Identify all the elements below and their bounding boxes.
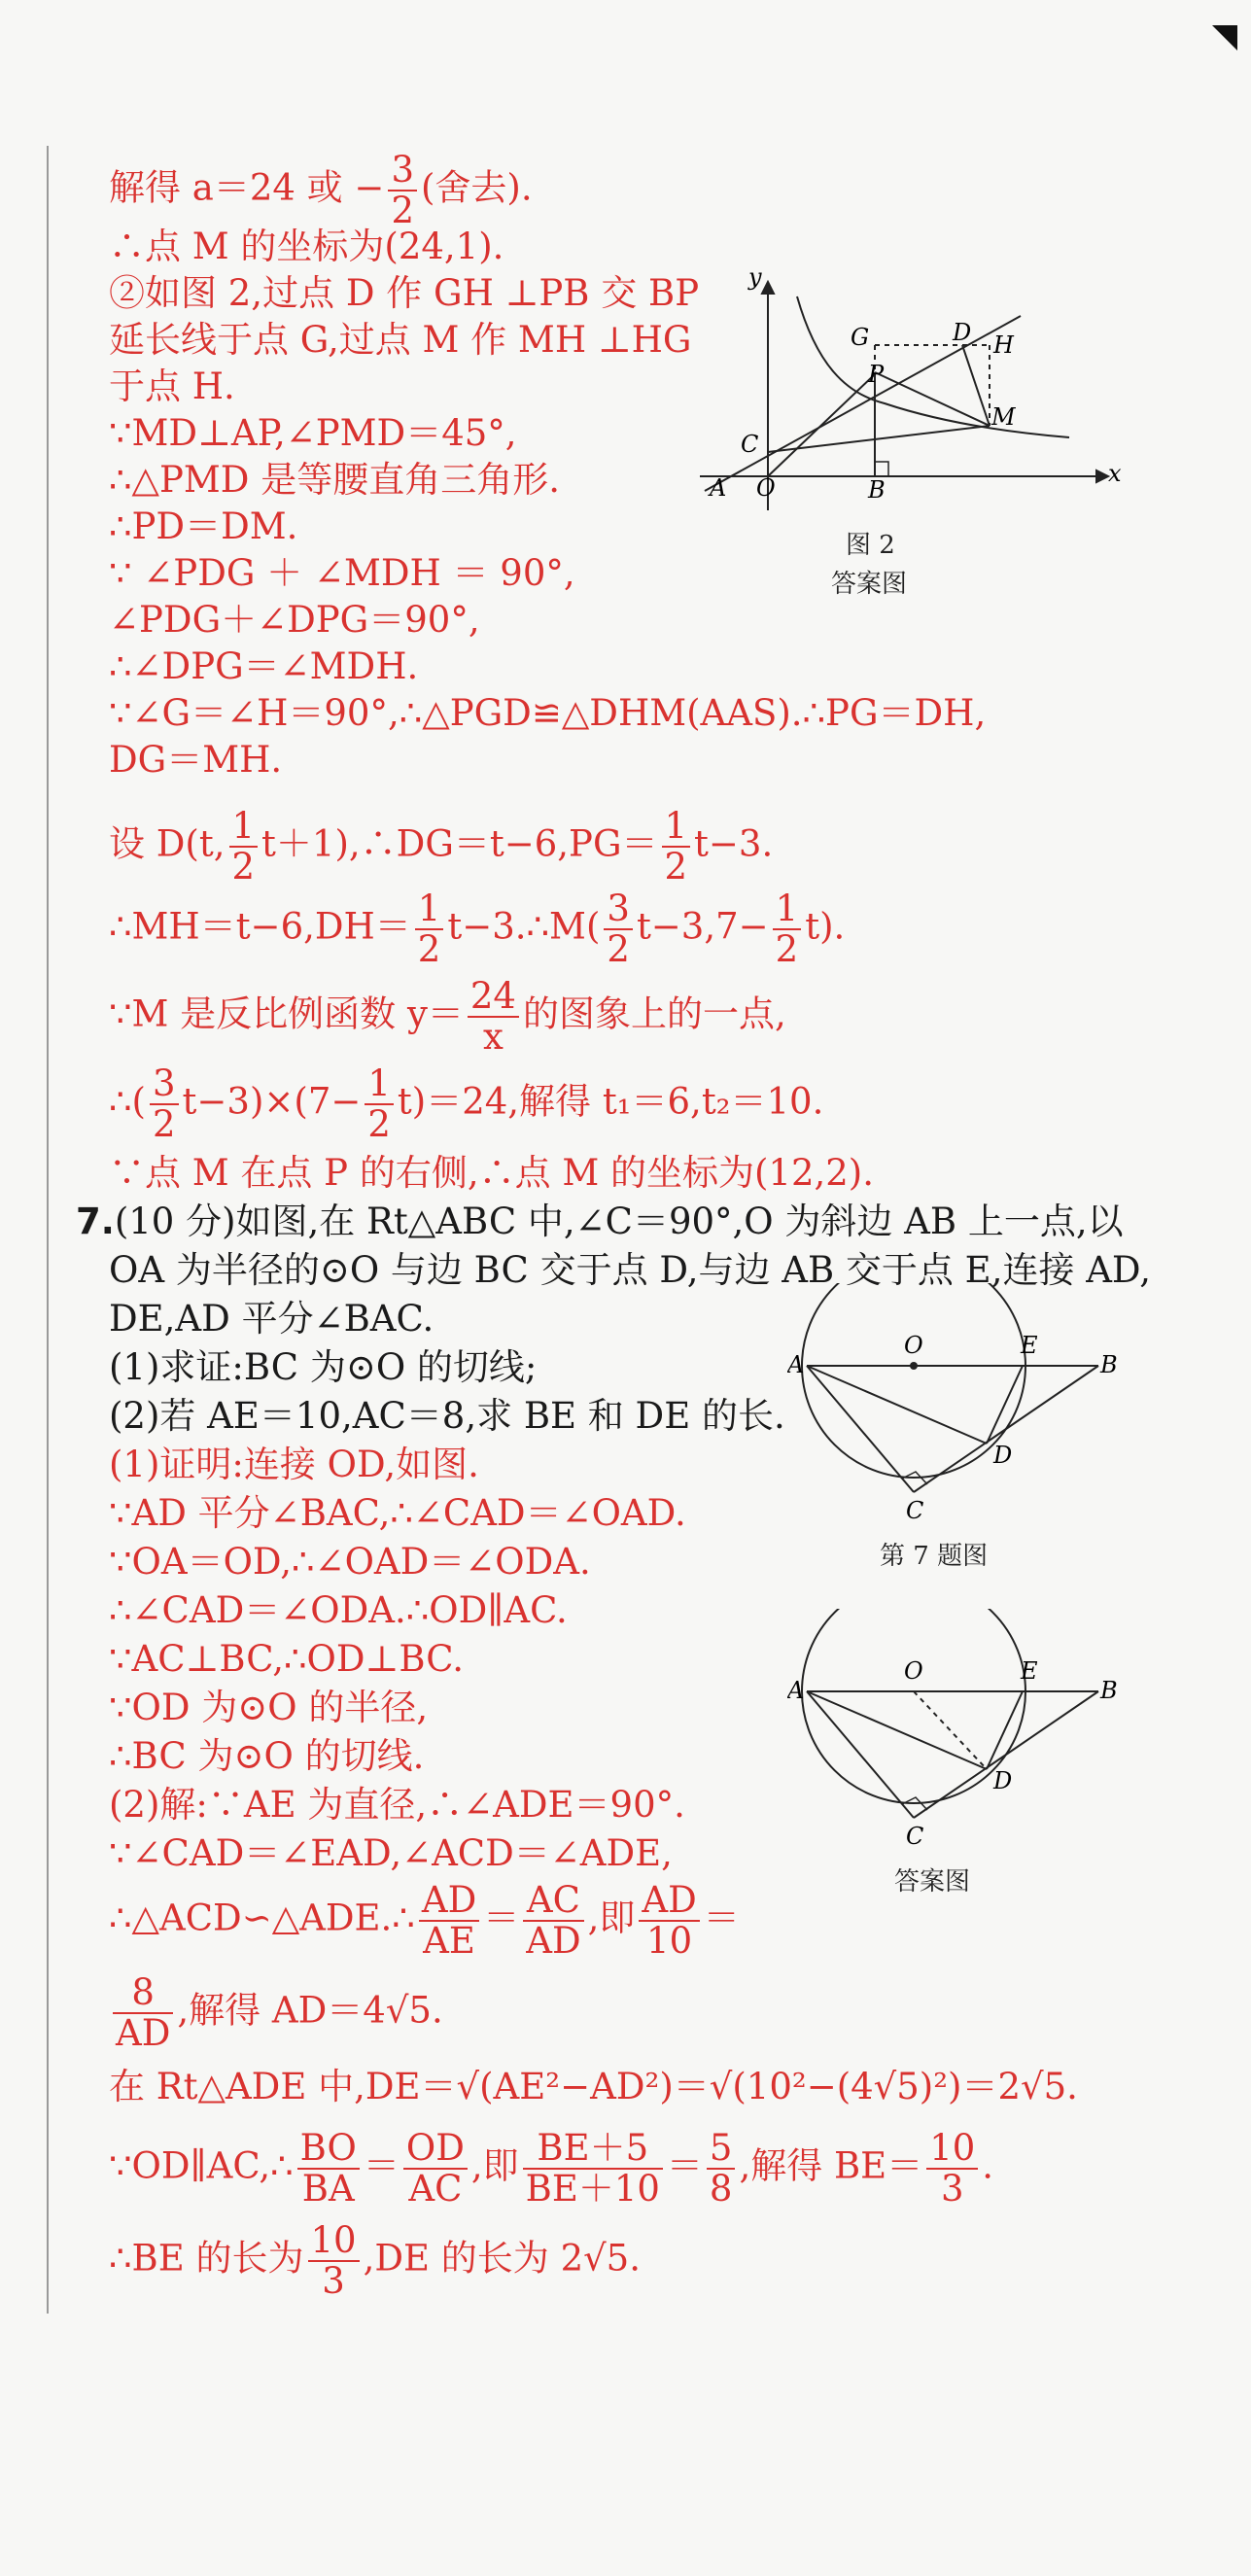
label-C: C: [906, 1823, 924, 1850]
fraction-10-3: $\frac{10}{3}$: [308, 2221, 360, 2301]
solution-line: 延长线于点 G,过点 M 作 MH ⊥HG: [109, 319, 692, 361]
solution-line: 于点 H.: [109, 366, 235, 407]
fraction-10-3: $\frac{10}{3}$: [926, 2129, 978, 2209]
line-OP: [768, 374, 875, 476]
answer-line: ∴BC 为⊙O 的切线.: [109, 1735, 425, 1777]
label-H: H: [993, 331, 1014, 359]
fraction-3-2: $\frac{3}{2}$: [604, 889, 633, 969]
question-7-line: (2)若 AE＝10,AC＝8,求 BE 和 DE 的长.: [109, 1395, 785, 1437]
fraction-1-2: $\frac{1}{2}$: [415, 889, 444, 969]
label-O: O: [756, 474, 776, 502]
figure-7-answer-caption: 答案图: [894, 1867, 971, 1897]
answer-line: ∵AD 平分∠BAC,∴∠CAD＝∠OAD.: [109, 1492, 686, 1534]
answer-line: ∴∠CAD＝∠ODA.∴OD∥AC.: [109, 1589, 568, 1631]
label-D: D: [993, 1442, 1013, 1469]
label-A: A: [787, 1351, 805, 1378]
fraction-AC-AD: $\frac{AC}{AD}$: [523, 1881, 583, 1961]
solution-line: ∴MH＝t−6,DH＝ $\frac{1}{2}$ t−3.∴M( $\frac{3}{2}$ t−3,7− $\frac{1}{2}$ t).: [109, 888, 846, 970]
label-x: x: [1108, 460, 1122, 487]
answer-line: 在 Rt△ADE 中,DE＝√(AE²−AD²)＝√(10²−(4√5)²)＝2√5.: [109, 2066, 1078, 2107]
corner-mark: [1212, 25, 1237, 51]
solution-line: ∵ ∠PDG ＋ ∠MDH ＝ 90°,: [109, 552, 575, 594]
fraction-OD-AC: $\frac{OD}{AC}$: [403, 2129, 468, 2209]
label-B: B: [1100, 1677, 1118, 1704]
y-axis-arrow: [762, 282, 774, 294]
solution-line: 解得 a＝24 或 − $\frac{3}{2}$ (舍去).: [109, 149, 533, 231]
question-7-line: 7.(10 分)如图,在 Rt△ABC 中,∠C＝90°,O 为斜边 AB 上一点,以: [76, 1201, 1124, 1242]
segment-DM: [962, 345, 990, 426]
label-E: E: [1021, 1657, 1038, 1685]
label-P: P: [868, 361, 885, 388]
fraction-1-2: $\frac{1}{2}$: [365, 1064, 394, 1144]
label-E: E: [1021, 1332, 1038, 1359]
label-A: A: [710, 474, 727, 502]
segment-AC: [807, 1366, 914, 1492]
figure-7: [787, 1283, 1118, 1526]
solution-line: ∵M 是反比例函数 y＝ $\frac{24}{x}$ 的图象上的一点,: [109, 975, 786, 1058]
segment-CM: [768, 426, 990, 452]
answer-line: ∴BE 的长为 $\frac{10}{3}$ ,DE 的长为 2√5.: [109, 2219, 641, 2302]
answer-line: $\frac{8}{AD}$ ,解得 AD＝4√5.: [109, 1973, 443, 2053]
margin-rule: [47, 146, 49, 2314]
segment-AC: [807, 1691, 914, 1818]
circle-O: [802, 1283, 1025, 1478]
figure-7-answer: [787, 1609, 1118, 1852]
solution-line: ∴△PMD 是等腰直角三角形.: [109, 459, 560, 501]
fraction-AD-AE: $\frac{AD}{AE}$: [419, 1881, 479, 1961]
fraction-1-2: $\frac{1}{2}$: [662, 807, 691, 887]
answer-line: ∵∠CAD＝∠EAD,∠ACD＝∠ADE,: [109, 1832, 673, 1874]
center-dot: [910, 1362, 918, 1370]
fraction-AD-10: $\frac{AD}{10}$: [639, 1881, 699, 1961]
figure-2-caption: 图 2: [846, 531, 895, 560]
solution-line: ∵MD⊥AP,∠PMD＝45°,: [109, 412, 517, 454]
solution-line: ∴∠DPG＝∠MDH.: [109, 645, 419, 687]
label-y: y: [748, 263, 762, 291]
label-A: A: [787, 1677, 805, 1704]
segment-AD: [807, 1691, 987, 1769]
answer-line: ∵OD 为⊙O 的半径,: [109, 1687, 429, 1728]
answer-line: ∵AC⊥BC,∴OD⊥BC.: [109, 1638, 464, 1680]
question-7-line: (1)求证:BC 为⊙O 的切线;: [109, 1346, 538, 1388]
label-D: D: [953, 319, 972, 346]
text-1: 解得 a＝24 或 −: [109, 166, 385, 209]
x-axis-arrow: [1096, 470, 1108, 482]
fraction-24-x: $\frac{24}{x}$: [468, 977, 519, 1057]
label-B: B: [1100, 1351, 1118, 1378]
solution-line: ∵点 M 在点 P 的右侧,∴点 M 的坐标为(12,2).: [109, 1152, 875, 1194]
question-7-line: OA 为半径的⊙O 与边 BC 交于点 D,与边 AB 交于点 E,连接 AD,: [109, 1249, 1152, 1291]
solution-line: ∴点 M 的坐标为(24,1).: [109, 226, 504, 267]
segment-OD: [914, 1691, 987, 1769]
answer-line: ∵OA＝OD,∴∠OAD＝∠ODA.: [109, 1541, 591, 1583]
answer-line: (1)证明:连接 OD,如图.: [109, 1444, 479, 1485]
question-number: 7.: [76, 1201, 115, 1242]
answer-line: ∵OD∥AC,∴ $\frac{BO}{BA}$ ＝ $\frac{OD}{AC}$ ,即 $\frac{BE+5}{BE+10}$ ＝ $\frac{5}{8}$ ,解得 BE＝ $\frac{10}{3}$ .: [109, 2127, 994, 2210]
solution-line: ∵∠G＝∠H＝90°,∴△PGD≌△DHM(AAS).∴PG＝DH,: [109, 692, 987, 734]
fraction-BO-BA: $\frac{BO}{BA}$: [297, 2129, 360, 2209]
label-O: O: [904, 1657, 923, 1685]
figure-2: [680, 258, 1128, 520]
figure-7-caption: 第 7 题图: [880, 1542, 989, 1571]
fraction-1-2: $\frac{1}{2}$: [773, 889, 802, 969]
question-7-line: DE,AD 平分∠BAC.: [109, 1298, 434, 1340]
solution-line: ②如图 2,过点 D 作 GH ⊥PB 交 BP: [109, 272, 700, 314]
circle-O: [802, 1609, 1025, 1803]
fraction-1-2: $\frac{1}{2}$: [229, 807, 259, 887]
fraction-3-2: $\frac{3}{2}$: [388, 151, 417, 230]
label-M: M: [991, 403, 1016, 431]
solution-line: DG＝MH.: [109, 739, 283, 781]
label-C: C: [741, 431, 759, 458]
label-O: O: [904, 1332, 923, 1359]
figure-2-caption-answer: 答案图: [831, 570, 908, 599]
segment-CB: [914, 1366, 1098, 1492]
fraction-BE5-BE10: $\frac{BE+5}{BE+10}$: [523, 2129, 663, 2209]
solution-line: 设 D(t, $\frac{1}{2}$ t＋1),∴DG＝t−6,PG＝ $\frac{1}{2}$ t−3.: [109, 805, 774, 888]
answer-line: (2)解:∵AE 为直径,∴∠ADE＝90°.: [109, 1784, 685, 1826]
solution-line: ∴PD＝DM.: [109, 505, 298, 547]
answer-line: ∴△ACD∽△ADE.∴ $\frac{AD}{AE}$ ＝ $\frac{AC}{AD}$ ,即 $\frac{AD}{10}$ ＝: [109, 1879, 740, 1962]
fraction-3-2: $\frac{3}{2}$: [150, 1064, 179, 1144]
label-C: C: [906, 1497, 924, 1524]
segment-CB: [914, 1691, 1098, 1818]
label-B: B: [868, 476, 886, 504]
solution-line: ∠PDG＋∠DPG＝90°,: [109, 599, 480, 641]
segment-AD: [807, 1366, 987, 1444]
fraction-5-8: $\frac{5}{8}$: [707, 2129, 736, 2209]
fraction-8-AD: $\frac{8}{AD}$: [113, 1973, 173, 2053]
right-angle-mark: [875, 462, 888, 476]
label-D: D: [993, 1767, 1013, 1794]
solution-line: ∴( $\frac{3}{2}$ t−3)×(7− $\frac{1}{2}$ t)＝24,解得 t₁＝6,t₂＝10.: [109, 1062, 824, 1145]
label-G: G: [851, 324, 870, 351]
